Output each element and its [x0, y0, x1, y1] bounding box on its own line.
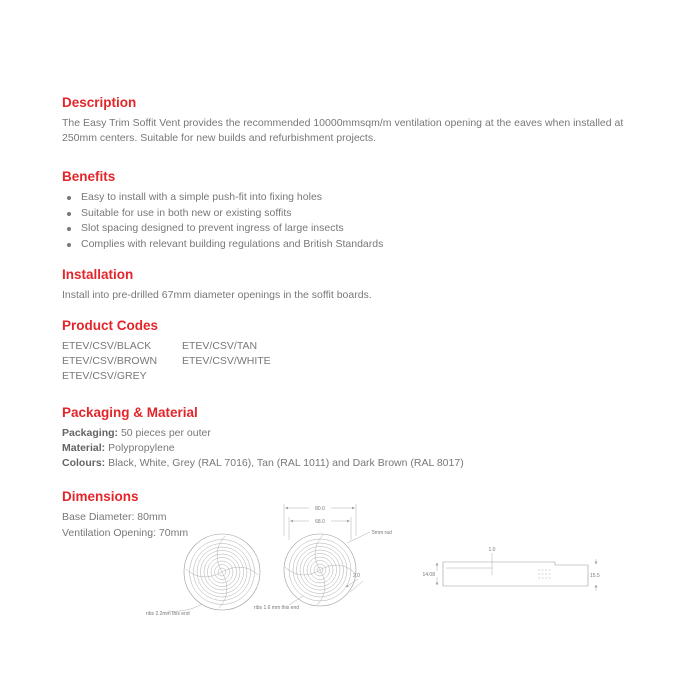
benefit-text: Complies with relevant building regulations and British Standards — [81, 237, 384, 250]
product-codes-heading: Product Codes — [62, 318, 159, 333]
inner-diameter-dim-label: 68.0 — [315, 519, 325, 525]
packaging-value: 50 pieces per outer — [118, 427, 211, 439]
section-description — [62, 95, 640, 146]
product-code: ETEV/CSV/BROWN — [62, 355, 158, 367]
benefit-text: Easy to install with a simple push-fit into fixing holes — [81, 191, 323, 203]
packaging-label: Packaging: — [62, 427, 119, 439]
product-codes-col2 — [182, 339, 271, 384]
benefits-heading: Benefits — [62, 169, 116, 184]
technical-drawing — [140, 493, 670, 643]
outer-diameter-dim-label: 80.0 — [315, 506, 325, 512]
installation-body: Install into pre-drilled 67mm diameter openings in the soffit boards. — [62, 289, 372, 301]
packaging-row — [62, 426, 640, 441]
vent-top-view-right — [254, 504, 392, 611]
product-code: ETEV/CSV/BLACK — [62, 340, 152, 352]
product-codes-col1 — [62, 339, 182, 384]
material-label: Material: — [62, 442, 106, 454]
colours-value: Black, White, Grey (RAL 7016), Tan (RAL 1011) and Dark Brown (RAL 8017) — [105, 457, 464, 469]
benefits-list — [62, 190, 640, 252]
product-code: ETEV/CSV/TAN — [182, 340, 258, 352]
list-item — [62, 190, 640, 206]
profile-right-height-label: 15.5 — [590, 573, 600, 579]
datasheet-content — [62, 95, 640, 541]
colours-row — [62, 456, 640, 471]
slot-depth-label: 2.0 — [353, 573, 360, 579]
base-diameter-line: Base Diameter: 80mm — [62, 511, 167, 523]
list-item — [62, 206, 640, 222]
right-ribs-note-label: ribs 1.6 mm this end — [254, 605, 300, 611]
product-code: ETEV/CSV/GREY — [62, 370, 147, 382]
bullet-icon — [67, 243, 71, 247]
section-benefits — [62, 169, 640, 252]
list-item — [62, 221, 640, 237]
packaging-heading: Packaging & Material — [62, 405, 198, 420]
material-row — [62, 441, 640, 456]
vent-top-view-left — [146, 534, 260, 617]
radius-note-label: 5mm rad — [372, 530, 392, 536]
product-codes-grid — [62, 339, 640, 384]
list-item — [62, 237, 640, 253]
bullet-icon — [67, 212, 71, 216]
bullet-icon — [67, 196, 71, 200]
ventilation-opening-line: Ventilation Opening: 70mm — [62, 526, 189, 539]
profile-thickness-label: 1.0 — [488, 547, 496, 553]
section-packaging-material — [62, 405, 640, 471]
bullet-icon — [67, 227, 71, 231]
product-code: ETEV/CSV/WHITE — [182, 355, 271, 367]
colours-label: Colours: — [62, 457, 106, 469]
left-ribs-note-label: ribs 2.2mm this end — [146, 611, 190, 617]
description-heading: Description — [62, 95, 137, 110]
dimensions-heading: Dimensions — [62, 489, 139, 504]
vent-side-profile — [422, 547, 599, 591]
section-installation — [62, 267, 640, 303]
profile-left-height-label: 14.08 — [422, 572, 435, 578]
material-value: Polypropylene — [105, 442, 175, 454]
description-body: The Easy Trim Soffit Vent provides the recommended 10000mmsqm/m ventilation opening at the eaves when installed at 250mm centers. Suitable for new builds and refurbishment projects. — [62, 117, 624, 144]
benefit-text: Slot spacing designed to prevent ingress of large insects — [81, 222, 344, 234]
installation-heading: Installation — [62, 267, 134, 282]
benefit-text: Suitable for use in both new or existing soffits — [81, 206, 292, 219]
section-product-codes — [62, 318, 640, 384]
